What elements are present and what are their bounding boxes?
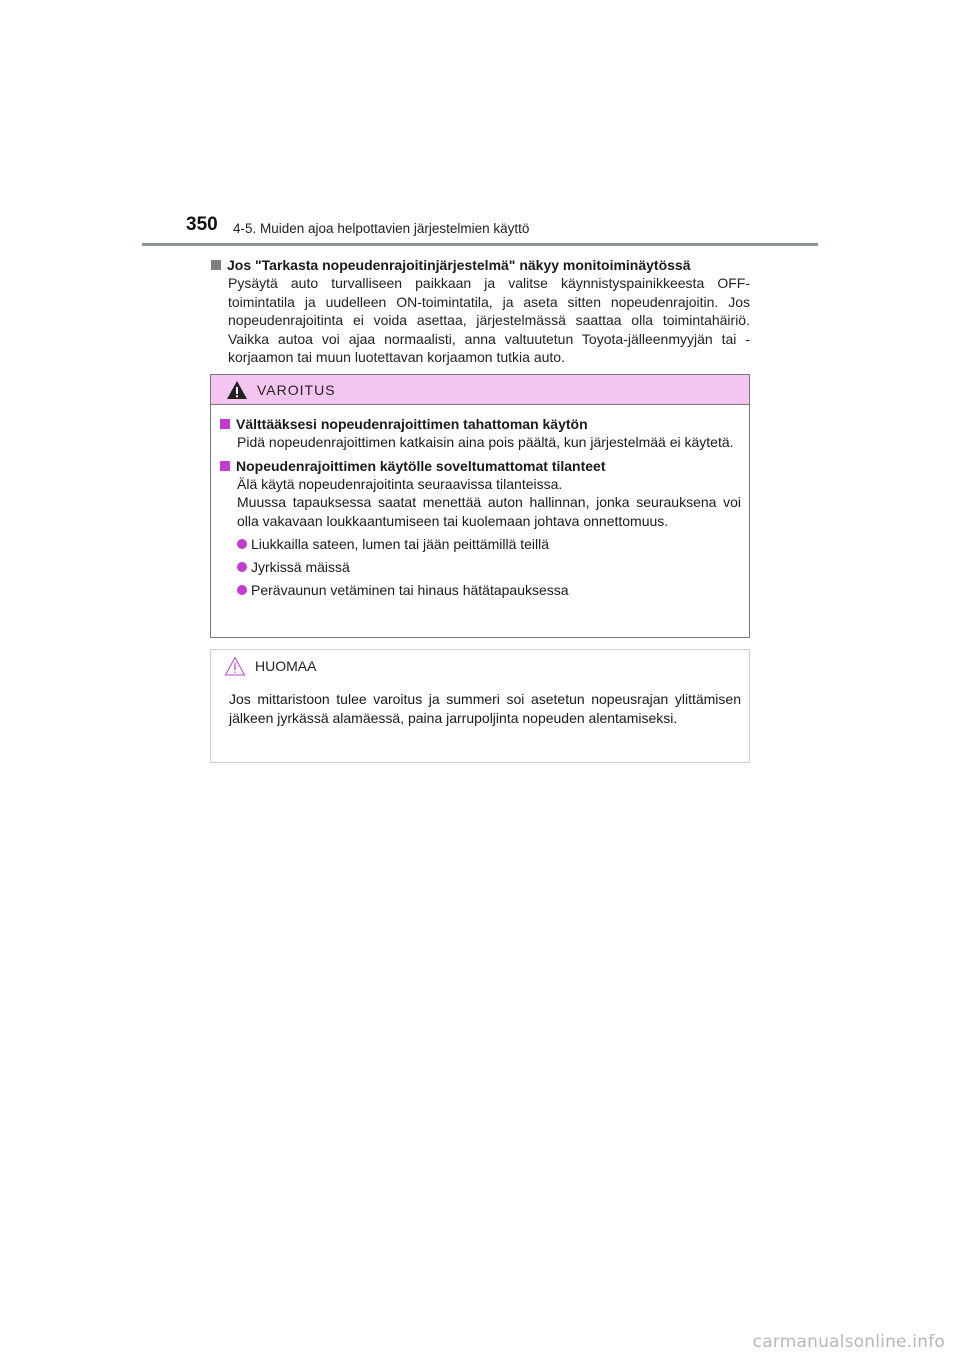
watermark: carmanualsonline.info [752, 1332, 945, 1352]
section-body: Pysäytä auto turvalliseen paikkaan ja valitse käynnistyspainikkeesta OFF-toimintatila ja uudelleen ON-toimintatila, ja aseta sitten nopeudenrajoitin. Jos nopeudenrajoitinta ei voida asettaa, järjestelmässä saattaa olla toimintahäiriö. Vaikka autoa voi ajaa normaalisti, anna valtuutetun Toyota-jälleenmyyjän tai -korjaamon tai muun luotettavan korjaamon tutkia auto. [228, 275, 750, 365]
warning-header [211, 375, 749, 405]
header-divider [142, 243, 818, 246]
square-bullet-icon [220, 419, 230, 429]
warning-label: VAROITUS [257, 381, 336, 398]
warning-item-heading-text: Nopeudenrajoittimen käytölle soveltumattomat tilanteet [236, 457, 606, 474]
notice-header [211, 650, 749, 680]
chapter-title: 4-5. Muiden ajoa helpottavien järjestelmien käyttö [233, 221, 530, 236]
warning-item-text: Muussa tapauksessa saatat menettää auton hallinnan, jonka seurauksena voi olla vakavaan loukkaantumiseen tai kuolemaan johtava onnettomuus. [237, 494, 741, 529]
page-number: 350 [186, 214, 218, 235]
dot-bullet-icon [237, 562, 247, 572]
warning-item-text: Pidä nopeudenrajoittimen katkaisin aina pois päältä, kun järjestelmää ei käytetä. [237, 434, 734, 450]
warning-item-heading-text: Välttääksesi nopeudenrajoittimen tahattoman käytön [236, 416, 588, 432]
list-item-text: Liukkailla sateen, lumen tai jään peittämillä teillä [251, 536, 550, 552]
warning-box [210, 374, 750, 638]
section-heading [210, 256, 750, 274]
list-item-text: Jyrkissä mäissä [251, 559, 350, 575]
warning-item-heading [219, 457, 741, 475]
info-section [210, 256, 750, 367]
list-item [237, 558, 741, 576]
notice-label: HUOMAA [255, 658, 317, 674]
notice-text: Jos mittaristoon tulee varoitus ja summeri soi asetetun nopeusrajan ylittämisen jälkeen jyrkässä alamäessä, paina jarrupoljinta nopeuden alentamiseksi. [229, 691, 741, 726]
warning-triangle-icon [226, 380, 248, 400]
list-item [237, 535, 741, 553]
square-bullet-icon [211, 260, 221, 270]
warning-body [211, 405, 749, 599]
square-bullet-icon [220, 461, 230, 471]
list-item-text: Perävaunun vetäminen tai hinaus hätätapauksessa [251, 582, 569, 598]
warning-item-text: Älä käytä nopeudenrajoitinta seuraavissa tilanteissa. [237, 475, 563, 492]
warning-item-heading [219, 415, 741, 433]
list-item [237, 581, 741, 599]
dot-bullet-icon [237, 539, 247, 549]
section-heading-text: Jos "Tarkasta nopeudenrajoitinjärjestelmä" näkyy monitoiminäytössä [227, 257, 691, 273]
notice-box [210, 649, 750, 763]
caution-outline-triangle-icon [224, 656, 246, 676]
dot-bullet-icon [237, 585, 247, 595]
